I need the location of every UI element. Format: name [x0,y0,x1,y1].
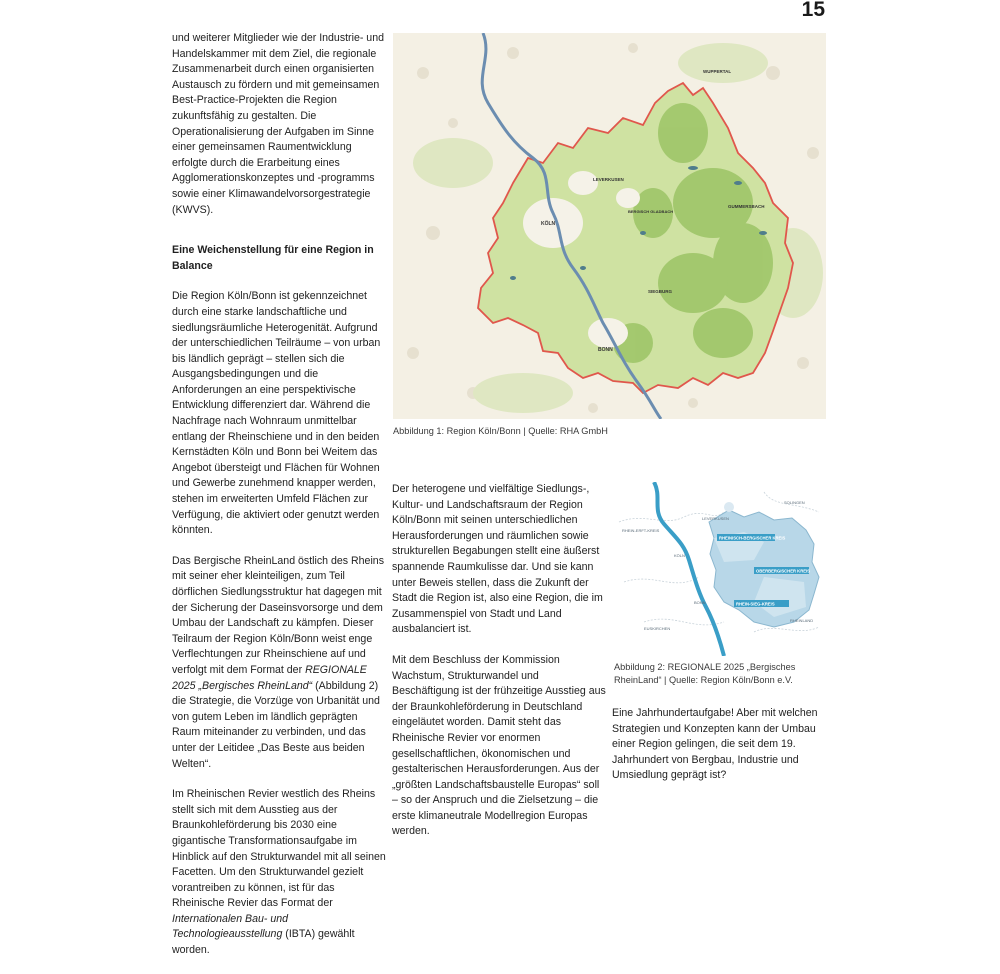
paragraph: Die Region Köln/Bonn ist gekennzeichnet durch eine starke landschaftliche und siedlungsräumliche Heterogenität. Aufgrund der unterschiedlichen Teilräume – von urban bis ländlich geprägt – stellen sich die Ausgangsbedingungen und die Anforderungen an eine perspektivische Entwicklung differenziert dar. Während die Nachfrage nach Wohnraum unmittelbar entlang der Rheinschiene und in den beiden Kernstädten Köln und Bonn bei Weitem das Angebot übersteigt und Flächen für Wohnen und Gewerbe zunehmend knapper werden, stehen im erweiterten Umfeld Flächen zur Verfügung, die aktiviert oder genutzt werden könnten. [172,290,381,537]
map-label-siegburg: SIEGBURG [648,289,673,294]
region-map-koeln-bonn [393,33,826,419]
label-rheinland: RHEINLAND [790,618,814,623]
city-marker [724,502,734,512]
map-label-wuppertal: WUPPERTAL [703,69,732,74]
label-leverkusen: LEVERKUSEN [702,516,729,521]
label-solingen: SOLINGEN [784,500,805,505]
text-run: Das Bergische RheinLand östlich des Rheins mit seiner eher kleinteiligen, zum Teil dörflichen Siedlungsstruktur hat dagegen mit der Sicherung der Daseinsvorsorge und dem Umbau der Landschaft zu kämpfen. Dieser Teilraum der Region Köln/Bonn weist enge Verflechtungen zur Rheinschiene auf und verfolgt mit dem Format der [172,554,384,676]
text-run: Im Rheinischen Revier westlich des Rheins stellt sich mit dem Ausstieg aus der Braunkohleförderung bis 2030 eine gigantische Transformationsaufgabe im Hinblick auf den Strukturwandel mit all seinen Facetten. Um den Strukturwandel gezielt vorantreiben zu können, ist für das Rheinische Revier das Format der [172,788,386,910]
label-rheinisch-bergisch: RHEINISCH-BERGISCHER KREIS [719,535,786,541]
map-label-bergisch-gladbach: BERGISCH GLADBACH [628,209,674,214]
emphasis-regionale: REGIONALE 2025 „Bergisches RheinLand“ [172,663,367,692]
regionale-map-graphic [614,482,826,656]
figure2-caption: Abbildung 2: REGIONALE 2025 „Bergisches RheinLand“ | Quelle: Region Köln/Bonn e.V. [614,662,796,685]
label-koeln: KÖLN [674,553,685,558]
regionale-2025-map [614,482,826,656]
paragraph [172,787,386,959]
text-run: (IBTA) gewählt worden. [172,928,355,957]
emphasis-ibta: Internationalen Bau- und Technologieausstellung [172,912,289,941]
label-rhein-erft: RHEIN-ERFT-KREIS [622,528,660,533]
map-label-koeln: KÖLN [541,221,556,227]
paragraph: Eine Jahrhundertaufgabe! Aber mit welchen Strategien und Konzepten kann der Umbau einer Region gelingen, die seit dem 19. Jahrhundert von Bergbau, Industrie und Umsiedlung geprägt ist? [612,707,818,782]
paragraph [172,554,386,772]
figure1-caption: Abbildung 1: Region Köln/Bonn | Quelle: RHA GmbH [393,426,608,436]
label-euskirchen: EUSKIRCHEN [644,626,671,631]
text-run: (Abbildung 2) die Strategie, die Vorzüge von Urbanität und von gutem Leben im ländlich geprägten Raum miteinander zu verbinden, und das unter der Leitidee „Das Beste aus beiden Welten“. [172,679,380,770]
text-column-middle [392,482,607,855]
label-bonn: BONN [694,600,706,605]
map-label-bonn: BONN [598,347,613,353]
region-map-graphic [393,33,826,419]
section-heading: Eine Weichenstellung für eine Region in Balance [172,244,374,272]
label-rhein-sieg: RHEIN-SIEG-KREIS [736,601,775,607]
text-column-right [612,706,824,799]
map-label-gummersbach: GUMMERSBACH [728,204,765,209]
paragraph: Mit dem Beschluss der Kommission Wachstum, Strukturwandel und Beschäftigung ist der frühzeitige Ausstieg aus der Braunkohleförderung in Deutschland eingeläutet worden. Damit steht das Rheinische Revier vor enormen gesellschaftlichen, ökonomischen und gestalterischen Herausforderungen. Aus der „größten Landschaftsbaustelle Europas“ soll – so der Anspruch und die Zielsetzung – die erste klimaneutrale Modellregion Europas werden. [392,653,606,838]
paragraph: und weiterer Mitglieder wie der Industrie- und Handelskammer mit dem Ziel, die regionale Zusammenarbeit durch einen organisierten Austausch zu fördern und mit gemeinsamen Best-Practice-Projekten die Region zukunftsfähig zu gestalten. Die Operationalisierung der Aufgaben im Sinne einer gemeinsamen Raumentwicklung erfolgte durch die Erarbeitung eines Agglomerationskonzeptes und -programms sowie einer Klimawandelvorsorgestrategie (KWVS). [172,32,384,216]
label-oberbergisch: OBERBERGISCHER KREIS [756,568,810,574]
paragraph: Der heterogene und vielfältige Siedlungs-, Kultur- und Landschaftsraum der Region Köln/Bonn mit seinen unterschiedlichen Herausforderungen und räumlichen sowie strukturellen Begabungen stellt eine äußerst spannende Raumkulisse dar. Und sie kann unter Beweis stellen, dass die Zukunft der Stadt die Region ist, also eine Region, die im Zusammenspiel von Stadt und Land ausbalanciert ist. [392,483,603,636]
text-column-left [172,31,386,974]
page-number: 15 [801,0,825,21]
map-label-leverkusen: LEVERKUSEN [593,177,624,182]
